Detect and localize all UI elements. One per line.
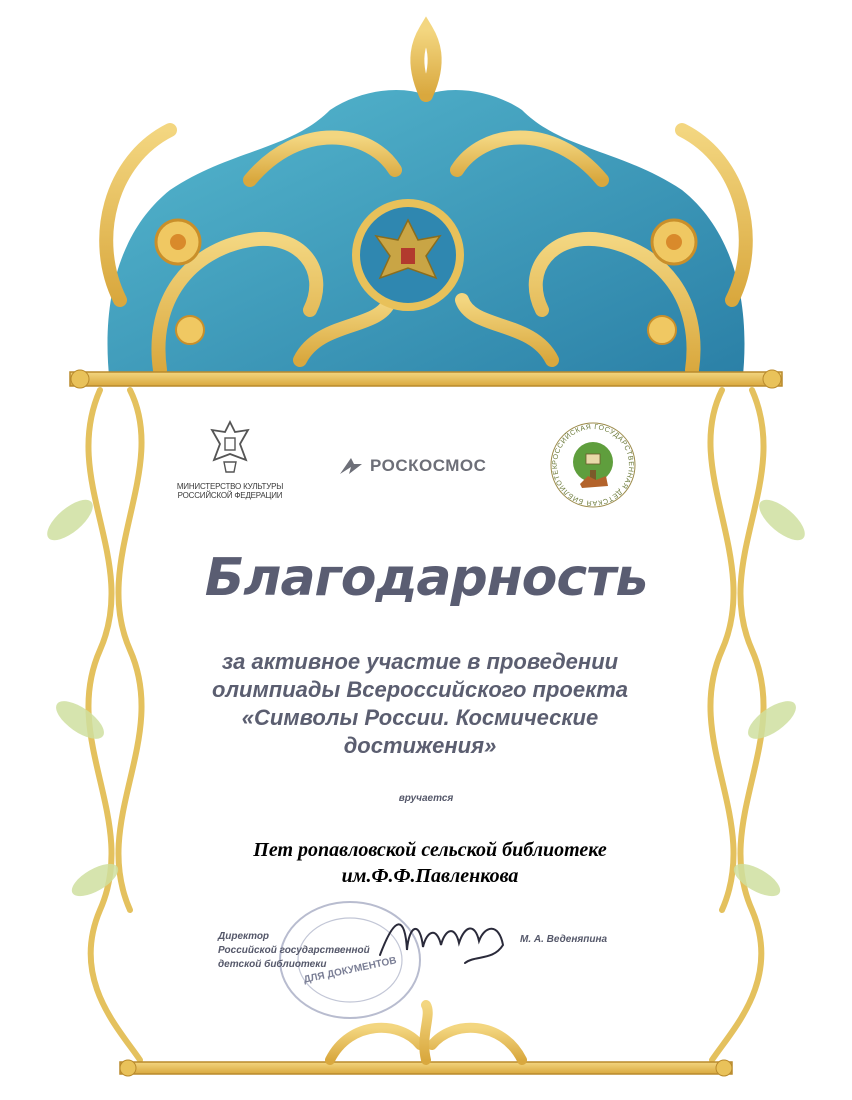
roscosmos-logo xyxy=(338,456,486,476)
signatory-title-line: Российской государственной xyxy=(218,945,370,956)
eagle-emblem-icon xyxy=(208,418,252,476)
roscosmos-logo-text: РОСКОСМОС xyxy=(370,456,487,475)
award-reason-line: «Символы России. Космические xyxy=(241,705,599,730)
recipient-line: Пет ропавловской сельской библиотеке xyxy=(253,839,607,861)
eagle-medallion xyxy=(356,203,460,307)
awarded-label: вручается xyxy=(398,793,454,804)
recipient-line: им.Ф.Ф.Павленкова xyxy=(341,865,519,887)
recipient-name xyxy=(120,837,740,889)
award-reason-line: за активное участие в проведении xyxy=(221,649,619,674)
certificate-title: Благодарность xyxy=(204,548,648,608)
signatory-name: М. А. Веденяпина xyxy=(520,934,608,945)
handwritten-signature xyxy=(375,905,515,975)
crown-bar xyxy=(70,372,782,386)
library-tree-icon xyxy=(548,420,638,510)
ministry-logo xyxy=(160,418,300,500)
award-reason xyxy=(170,648,670,760)
award-reason-line: достижения» xyxy=(343,733,497,758)
children-library-logo xyxy=(548,420,638,514)
signatory-title-line: детской библиотеки xyxy=(218,959,327,970)
signatory-title xyxy=(218,930,388,972)
logos-row xyxy=(0,418,852,528)
library-ring-text: РОССИЙСКАЯ ГОСУДАРСТВЕННАЯ ДЕТСКАЯ БИБЛИОТЕК xyxy=(551,423,635,507)
stamp-text: ДЛЯ ДОКУМЕНТОВ xyxy=(302,955,398,986)
ministry-logo-text: МИНИСТЕРСТВО КУЛЬТУРЫ РОССИЙСКОЙ ФЕДЕРАЦИИ xyxy=(176,482,284,500)
roscosmos-icon xyxy=(338,456,364,476)
signatory-title-line: Директор xyxy=(218,931,270,942)
award-reason-line: олимпиады Всероссийского проекта xyxy=(211,677,629,702)
